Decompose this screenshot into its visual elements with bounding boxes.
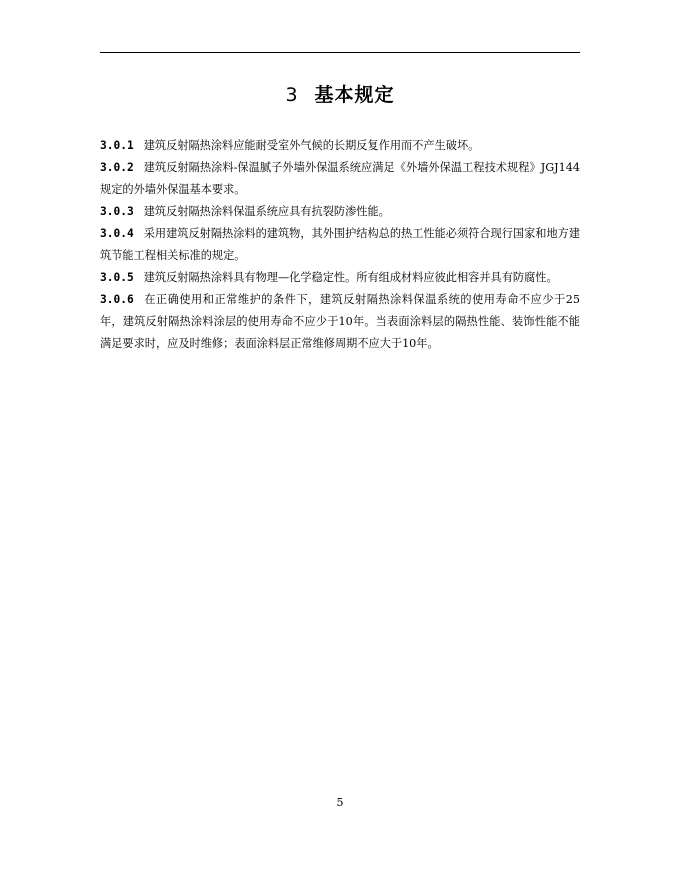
clause-list xyxy=(100,135,580,355)
clause-number: 3.0.2 xyxy=(100,161,134,174)
clause-number: 3.0.1 xyxy=(100,139,134,152)
chapter-title xyxy=(100,80,580,107)
chapter-number: 3 xyxy=(285,84,299,106)
clause-text: 建筑反射隔热涂料应能耐受室外气候的长期反复作用而不产生破坏。 xyxy=(143,139,480,152)
chapter-title-text: 基本规定 xyxy=(314,84,395,106)
page-number: 5 xyxy=(336,796,344,809)
clause-3-0-5 xyxy=(100,267,580,289)
clause-3-0-2 xyxy=(100,157,580,201)
clause-3-0-4 xyxy=(100,223,580,267)
clause-3-0-1 xyxy=(100,135,580,157)
clause-number: 3.0.3 xyxy=(100,205,134,218)
clause-text: 在正确使用和正常维护的条件下，建筑反射隔热涂料保温系统的使用寿命不应少于25年，建筑反射隔热涂料涂层的使用寿命不应少于10年。当表面涂料层的隔热性能、装饰性能不能满足要求时，应及时维修；表面涂料层正常维修周期不应大于10年。 xyxy=(100,293,580,350)
clause-number: 3.0.4 xyxy=(100,227,134,240)
clause-number: 3.0.5 xyxy=(100,271,134,284)
clause-number: 3.0.6 xyxy=(100,293,134,306)
clause-text: 建筑反射隔热涂料-保温腻子外墙外保温系统应满足《外墙外保温工程技术规程》JGJ144规定的外墙外保温基本要求。 xyxy=(100,161,580,196)
clause-3-0-3 xyxy=(100,201,580,223)
clause-text: 建筑反射隔热涂料保温系统应具有抗裂防渗性能。 xyxy=(143,205,390,218)
clause-text: 建筑反射隔热涂料具有物理—化学稳定性。所有组成材料应彼此相容并具有防腐性。 xyxy=(143,271,558,284)
clause-3-0-6 xyxy=(100,289,580,355)
header-rule xyxy=(100,52,580,53)
clause-text: 采用建筑反射隔热涂料的建筑物，其外围护结构总的热工性能必须符合现行国家和地方建筑节能工程相关标准的规定。 xyxy=(100,227,581,262)
